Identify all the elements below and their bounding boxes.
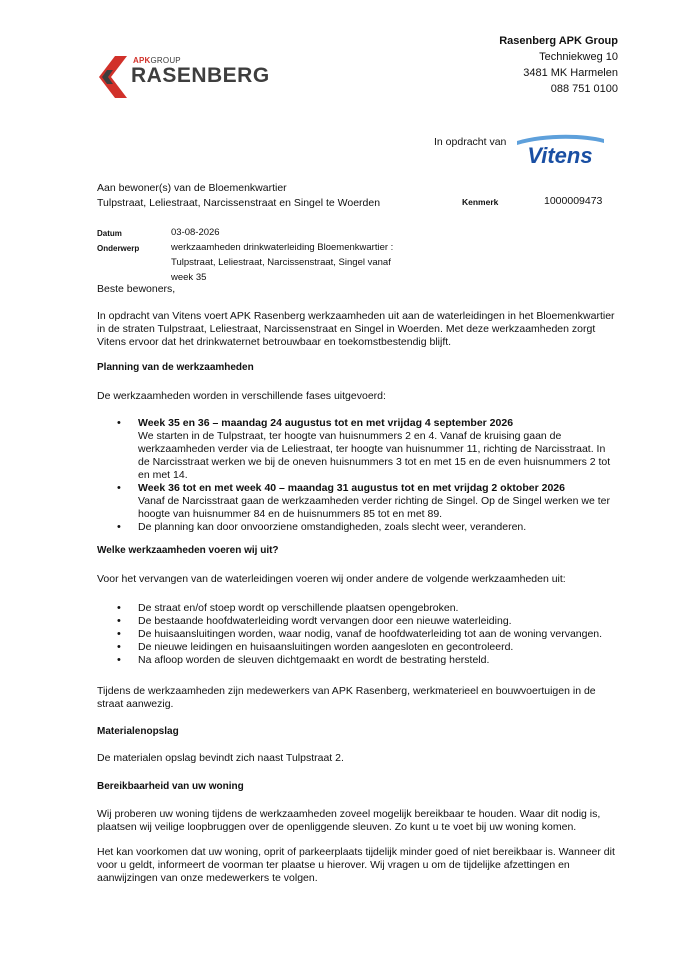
access-paragraph-1: Wij proberen uw woning tijdens de werkzaamheden zoveel mogelijk bereikbaar te houden. Waar dit nodig is, plaatsen wij veilige loopbruggen over de openliggende sleuven. Zo kunt u te voet bij uw woning komen. [97, 808, 601, 833]
vitens-logo-icon [513, 133, 608, 171]
company-street: Techniekweg 10 [539, 51, 618, 63]
list-item: • De nieuwe leidingen en huisaansluitingen worden aangesloten en gecontroleerd. [97, 641, 617, 654]
material-heading: Materialenopslag [97, 726, 179, 737]
date-label: Datum [97, 229, 122, 238]
works-intro: Voor het vervangen van de waterleidingen voeren wij onder andere de volgende werkzaamheden uit: [97, 573, 566, 585]
company-name: Rasenberg APK Group [499, 35, 618, 47]
subject-label: Onderwerp [97, 244, 140, 253]
planning-item-title: • Week 36 tot en met week 40 – maandag 31 augustus tot en met vrijdag 2 oktober 2026 [138, 482, 565, 494]
recipient-line-2: Tulpstraat, Leliestraat, Narcissenstraat en Singel te Woerden [97, 197, 381, 209]
svg-text:Vitens: Vitens [527, 143, 593, 168]
list-item [97, 521, 617, 534]
vitens-logo [513, 133, 608, 176]
rasenberg-chevron-icon [97, 56, 133, 98]
logo-brand: RASENBERG [131, 64, 270, 87]
access-heading: Bereikbaarheid van uw woning [97, 781, 244, 792]
client-label: In opdracht van [434, 136, 507, 148]
company-address [499, 33, 618, 97]
planning-item-text: We starten in de Tulpstraat, ter hoogte van huisnummers 2 en 4. Vanaf de kruising gaan de werkzaamheden verder via de Leliestraat, ter hoogte van huisnummer 11, richting de Narcisstraat. In de Narcisstraat werken we bij de oneven huisnummers 3 tot en met 15 en de even huisnummers 2 tot en met 14. [138, 430, 611, 481]
logo-group-text: APKGROUP [133, 56, 181, 65]
planning-intro: De werkzaamheden worden in verschillende fases uitgevoerd: [97, 390, 386, 402]
list-item: • De straat en/of stoep wordt op verschillende plaatsen opengebroken. [97, 602, 617, 615]
subject-line: werkzaamheden drinkwaterleiding Bloemenkwartier : [171, 242, 394, 253]
intro-paragraph: In opdracht van Vitens voert APK Rasenberg werkzaamheden uit aan de waterleidingen in het Bloemenkwartier in de straten Tulpstraat, Leliestraat, Narcissenstraat en Singel in Woerden. Met deze werkzaamheden zorgt Vitens ervoor dat het drinkwaternet betrouwbaar en toekomstbestendig blijft. [97, 310, 615, 348]
works-after: Tijdens de werkzaamheden zijn medewerkers van APK Rasenberg, werkmaterieel en bouwvoertuigen in de straat aanwezig. [97, 685, 596, 710]
access-paragraph-2: Het kan voorkomen dat uw woning, oprit of parkeerplaats tijdelijk minder goed of niet bereikbaar is. Wanneer dit voor u geldt, informeert de voorman ter plaatse u hierover. Wij vragen u om de tijdelijke afzettingen en aanwijzingen van onze medewerkers te volgen. [97, 846, 615, 884]
company-city: 3481 MK Harmelen [523, 67, 618, 79]
planning-item-text: Vanaf de Narcisstraat gaan de werkzaamheden verder richting de Singel. Op de Singel werken we ter hoogte van huisnummer 84 en de huisnummers 85 tot en met 89. [138, 495, 610, 520]
list-item [97, 417, 617, 482]
recipient-address [97, 181, 380, 211]
planning-item-title: • Week 35 en 36 – maandag 24 augustus tot en met vrijdag 4 september 2026 [138, 417, 514, 429]
subject-line: Tulpstraat, Leliestraat, Narcissenstraat, Singel vanaf [171, 257, 391, 268]
list-item: • De huisaansluitingen worden, waar nodig, vanaf de hoofdwaterleiding tot aan de woning vervangen. [97, 628, 617, 641]
rasenberg-logo [97, 54, 282, 100]
planning-heading: Planning van de werkzaamheden [97, 362, 254, 373]
works-heading: Welke werkzaamheden voeren wij uit? [97, 545, 279, 556]
works-list [97, 602, 617, 667]
salutation: Beste bewoners, [97, 283, 176, 295]
date-value: 03-08-2026 [171, 227, 220, 238]
subject-value [171, 240, 393, 285]
company-phone: 088 751 0100 [550, 83, 618, 95]
subject-line: week 35 [171, 272, 207, 283]
kenmerk-label: Kenmerk [462, 197, 499, 207]
list-item [97, 482, 617, 521]
kenmerk-value: 1000009473 [544, 195, 603, 207]
list-item: • De bestaande hoofdwaterleiding wordt vervangen door een nieuwe waterleiding. [97, 615, 617, 628]
material-text: De materialen opslag bevindt zich naast Tulpstraat 2. [97, 752, 344, 764]
planning-item-text: De planning kan door onvoorziene omstandigheden, zoals slecht weer, veranderen. [138, 521, 527, 533]
recipient-line-1: Aan bewoner(s) van de Bloemenkwartier [97, 182, 287, 194]
planning-list [97, 417, 617, 534]
list-item: • Na afloop worden de sleuven dichtgemaakt en wordt de bestrating hersteld. [97, 654, 617, 667]
